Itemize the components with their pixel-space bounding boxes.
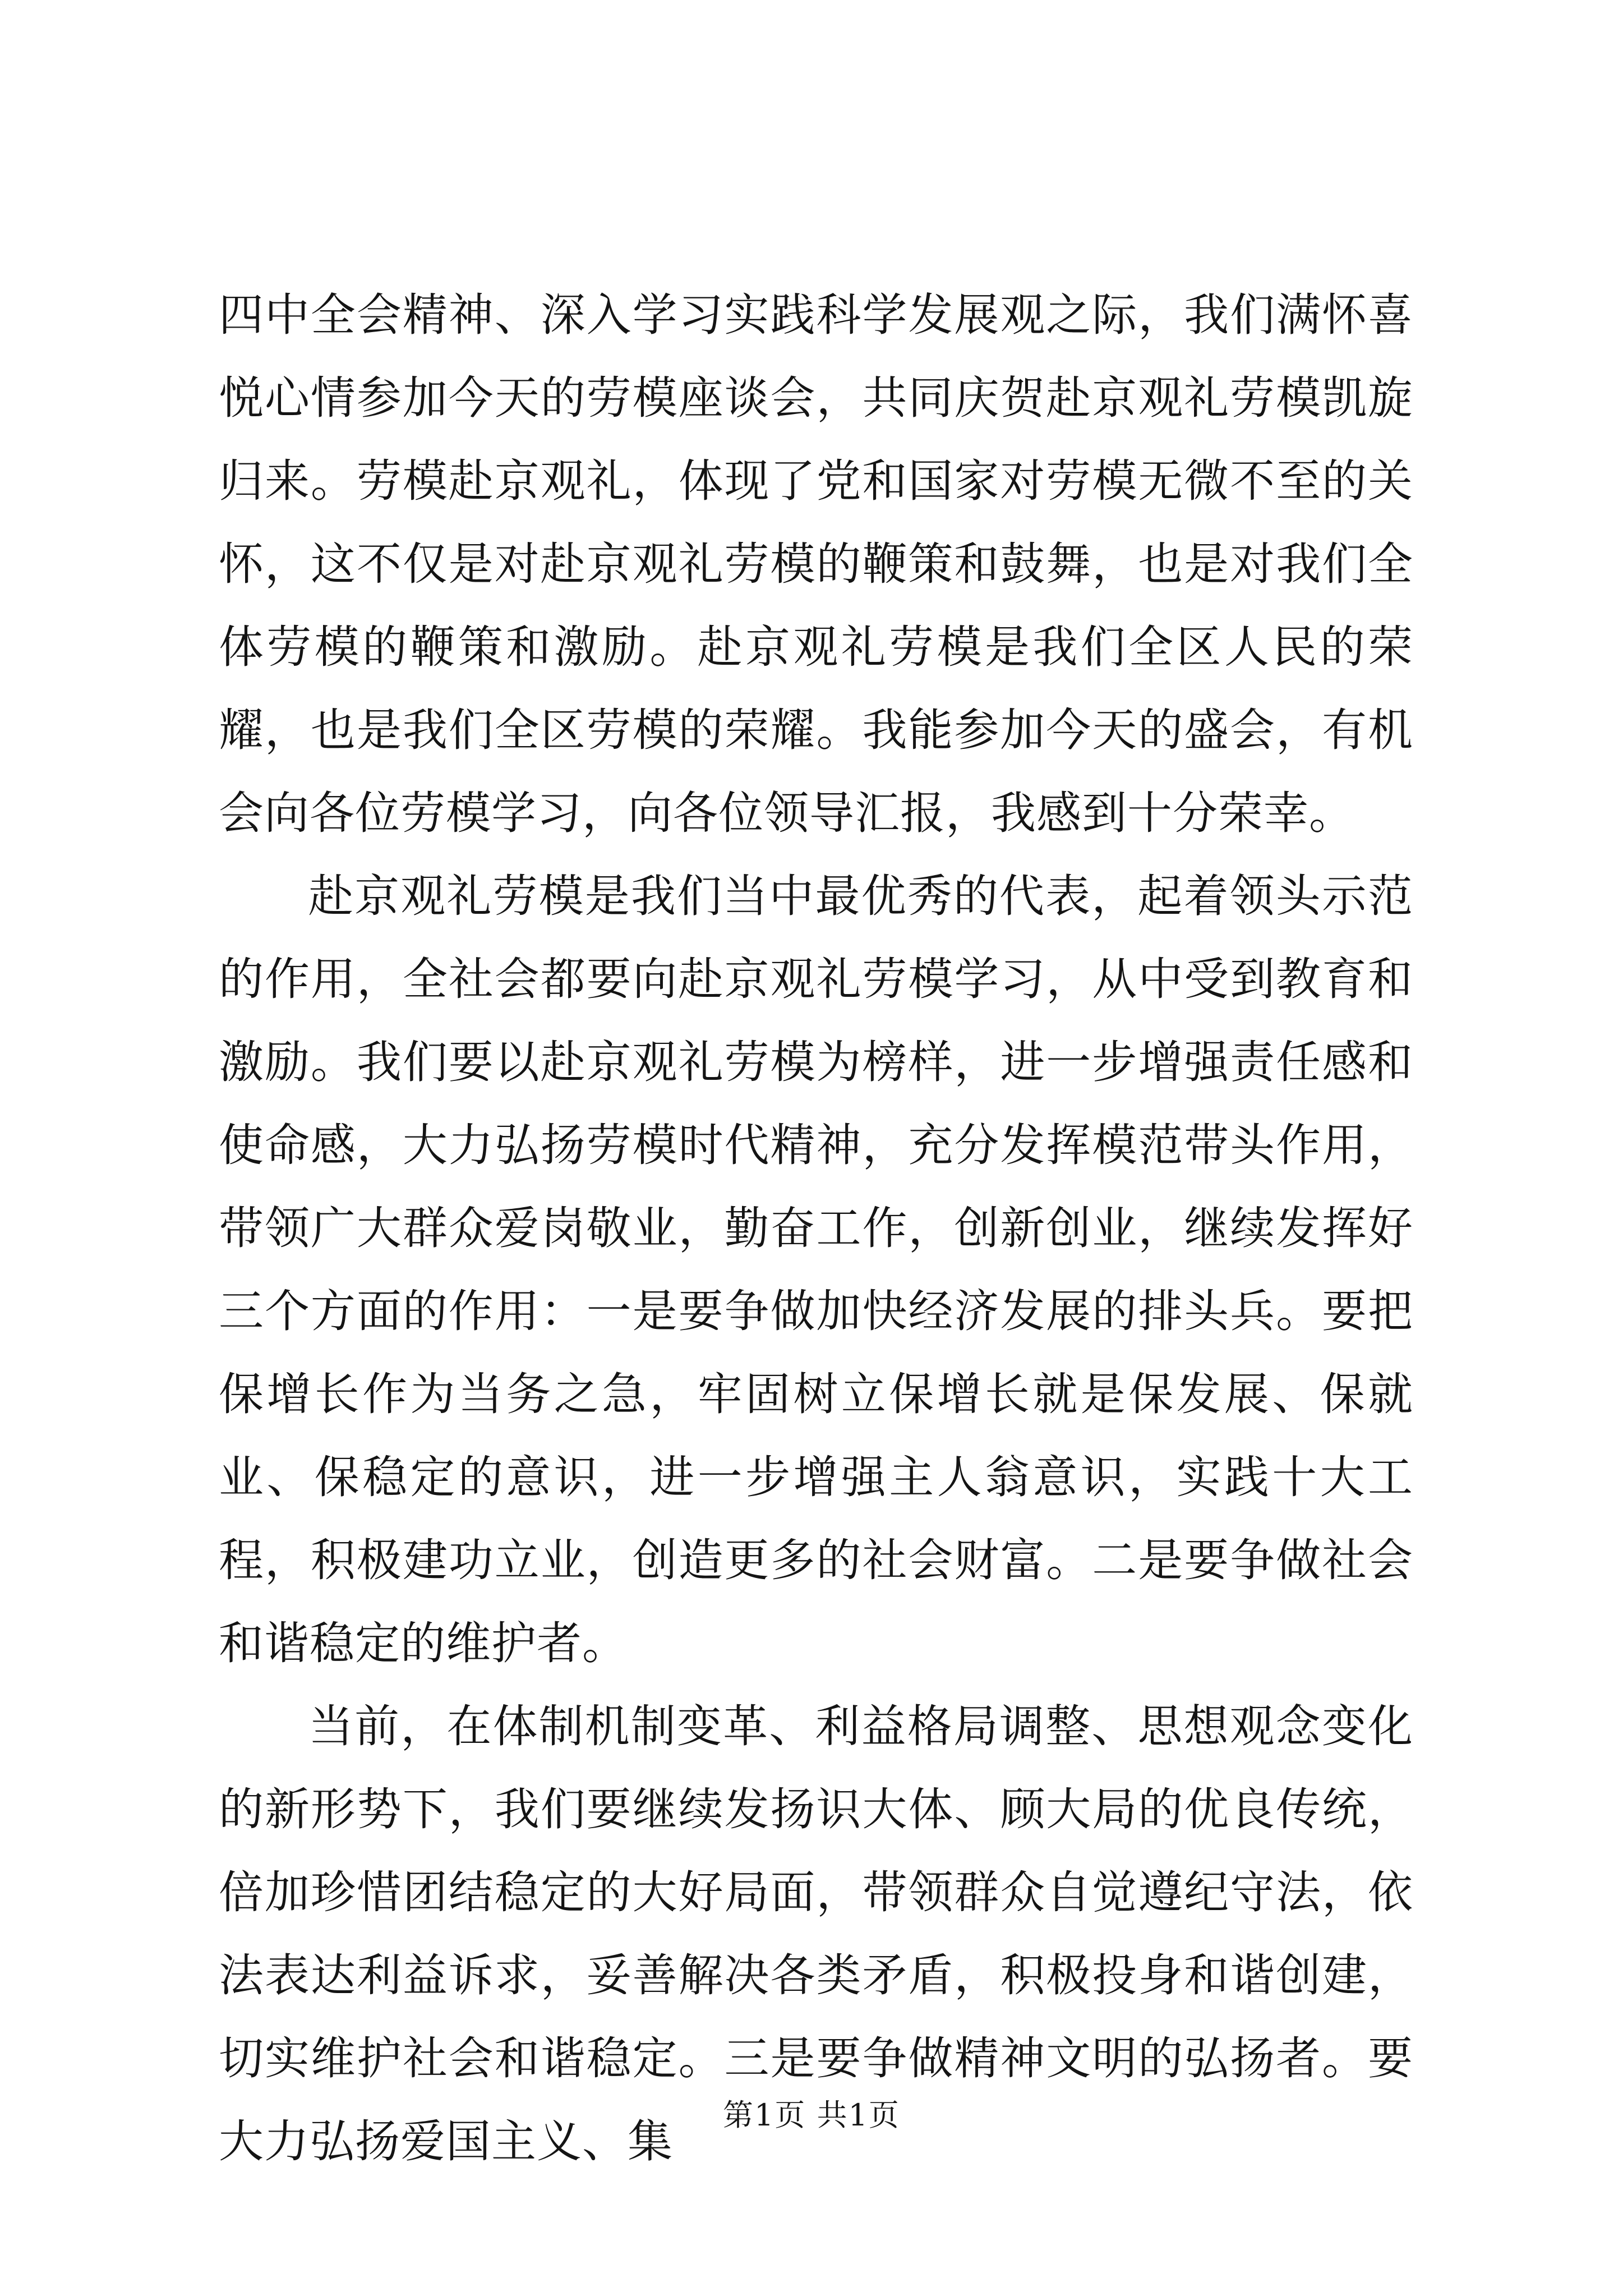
paragraph-3: 当前，在体制机制变革、利益格局调整、思想观念变化的新形势下，我们要继续发扬识大体、顾大局的优良传统，倍加珍惜团结稳定的大好局面，带领群众自觉遵纪守法，依法表达利益诉求，妥善解决各类矛盾，积极投身和谐创建，切实维护社会和谐稳定。三是要争做精神文明的弘扬者。要大力弘扬爱国主义、集 [219, 1700, 1413, 2168]
page-footer: 第1页 共1页 [723, 2097, 900, 2133]
document-body [219, 274, 1413, 2183]
paragraph-1: 四中全会精神、深入学习实践科学发展观之际，我们满怀喜悦心情参加今天的劳模座谈会，共同庆贺赴京观礼劳模凯旋归来。劳模赴京观礼，体现了党和国家对劳模无微不至的关怀，这不仅是对赴京观礼劳模的鞭策和鼓舞，也是对我们全体劳模的鞭策和激励。赴京观礼劳模是我们全区人民的荣耀，也是我们全区劳模的荣耀。我能参加今天的盛会，有机会向各位劳模学习，向各位领导汇报，我感到十分荣幸。 [219, 289, 1413, 839]
paragraph-2: 赴京观礼劳模是我们当中最优秀的代表，起着领头示范的作用，全社会都要向赴京观礼劳模学习，从中受到教育和激励。我们要以赴京观礼劳模为榜样，进一步增强责任感和使命感，大力弘扬劳模时代精神，充分发挥模范带头作用，带领广大群众爱岗敬业，勤奋工作，创新创业，继续发挥好三个方面的作用：一是要争做加快经济发展的排头兵。要把保增长作为当务之急，牢固树立保增长就是保发展、保就业、保稳定的意识，进一步增强主人翁意识，实践十大工程，积极建功立业，创造更多的社会财富。二是要争做社会和谐稳定的维护者。 [219, 870, 1413, 1669]
